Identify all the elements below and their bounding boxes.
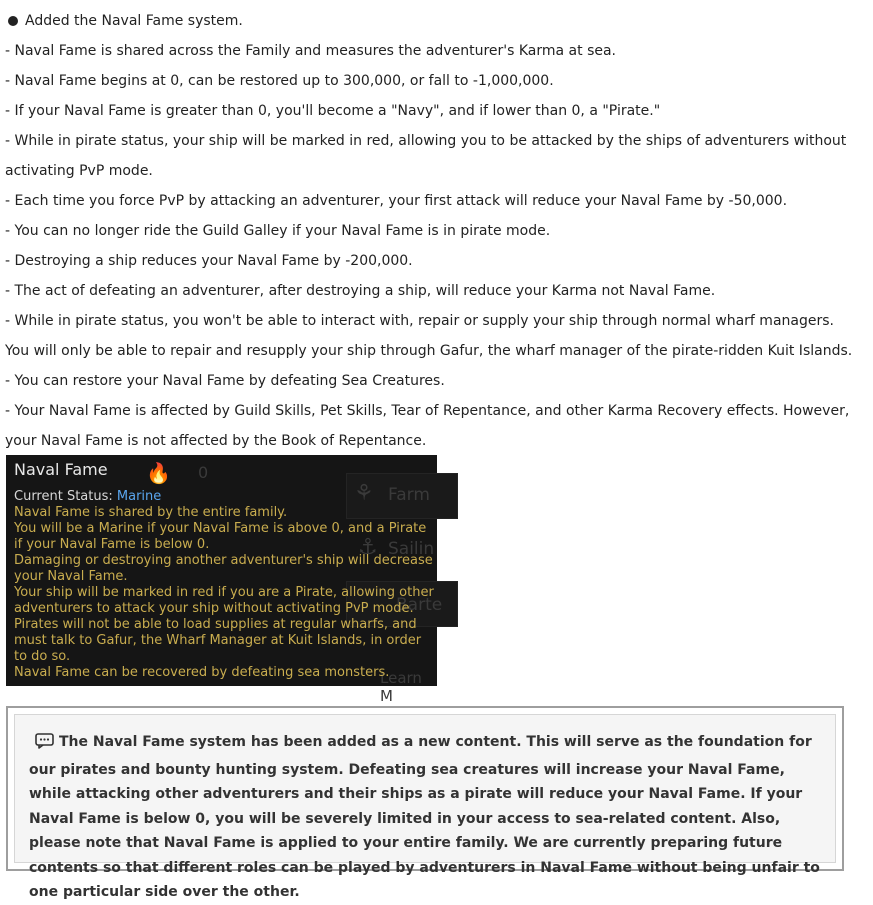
- note-line: - Destroying a ship reduces your Naval Fame by -200,000.: [5, 253, 413, 269]
- status-label: Current Status:: [14, 489, 113, 504]
- note-line: - You can no longer ride the Guild Galley if your Naval Fame is in pirate mode.: [5, 223, 551, 239]
- naval-fame-tooltip-screenshot: [6, 455, 443, 705]
- chat-bubble-icon: [35, 733, 55, 758]
- note-line: - Your Naval Fame is affected by Guild Skills, Pet Skills, Tear of Repentance, and other Karma Recovery effects. However, your Naval Fame is not affected by the Book of Repentance.: [5, 403, 850, 449]
- flame-icon: 🔥: [146, 461, 171, 485]
- tooltip-body: [14, 460, 434, 681]
- tooltip-line: Naval Fame is shared by the entire family.: [14, 505, 288, 520]
- tooltip-line: Damaging or destroying another adventurer's ship will decrease your Naval Fame.: [14, 553, 433, 584]
- bullet-icon: [8, 16, 18, 26]
- note-line: - You can restore your Naval Fame by defeating Sea Creatures.: [5, 373, 445, 389]
- tooltip-line: Pirates will not be able to load supplies at regular wharfs, and must talk to Gafur, the Wharf Manager at Kuit Islands, in order to do so.: [14, 617, 422, 664]
- note-line: - If your Naval Fame is greater than 0, you'll become a "Navy", and if lower than 0, a "Pirate.": [5, 103, 661, 119]
- tooltip-title: Naval Fame: [14, 460, 108, 479]
- note-line: - While in pirate status, your ship will be marked in red, allowing you to be attacked by the ships of adventurers without activating PvP mode.: [5, 133, 847, 179]
- info-callout: [6, 706, 844, 900]
- sprout-icon: ⚘: [354, 481, 374, 506]
- tooltip-status: [14, 489, 434, 505]
- note-line: - While in pirate status, you won't be able to interact with, repair or supply your ship through normal wharf managers. You will only be able to repair and resupply your ship through Gafur, the wharf manager of the pirate-ridden Kuit Islands.: [5, 313, 853, 359]
- status-value: Marine: [116, 489, 162, 504]
- menu-barter: Barte: [396, 595, 443, 615]
- info-callout-inner: [14, 714, 836, 900]
- tooltip-line: Naval Fame can be recovered by defeating sea monsters.: [14, 665, 390, 680]
- note-line: - Each time you force PvP by attacking an adventurer, your first attack will reduce your Naval Fame by -50,000.: [5, 193, 788, 209]
- heading-text: Added the Naval Fame system.: [25, 13, 243, 29]
- anchor-icon: ⚓: [358, 535, 378, 560]
- patch-notes-heading: [5, 6, 855, 36]
- tooltip-line: You will be a Marine if your Naval Fame is above 0, and a Pirate if your Naval Fame is below 0.: [14, 521, 427, 552]
- note-line: - Naval Fame begins at 0, can be restored up to 300,000, or fall to -1,000,000.: [5, 73, 554, 89]
- note-line: - Naval Fame is shared across the Family and measures the adventurer's Karma at sea.: [5, 43, 617, 59]
- menu-sailing: Sailin: [388, 539, 435, 559]
- patch-notes: [5, 6, 855, 456]
- tooltip-line: Your ship will be marked in red if you are a Pirate, allowing other adventurers to attack your ship without activating PvP mode.: [14, 585, 434, 616]
- menu-farm: Farm: [388, 485, 430, 505]
- note-line: - The act of defeating an adventurer, after destroying a ship, will reduce your Karma not Naval Fame.: [5, 283, 716, 299]
- menu-learn: Learn M: [380, 669, 422, 705]
- counter-value: 0: [198, 463, 209, 482]
- info-callout-text: The Naval Fame system has been added as a new content. This will serve as the foundation for our pirates and bounty hunting system. Defeating sea creatures will increase your Naval Fame, while attacking other adventurers and their ships as a pirate will reduce your Naval Fame. If your Naval Fame is below 0, you will be severely limited in your access to sea-related content. Also, please note that Naval Fame is applied to your entire family. We are currently preparing future contents so that different roles can be played by adventurers in Naval Fame without being unfair to one particular side over the other.: [29, 734, 820, 900]
